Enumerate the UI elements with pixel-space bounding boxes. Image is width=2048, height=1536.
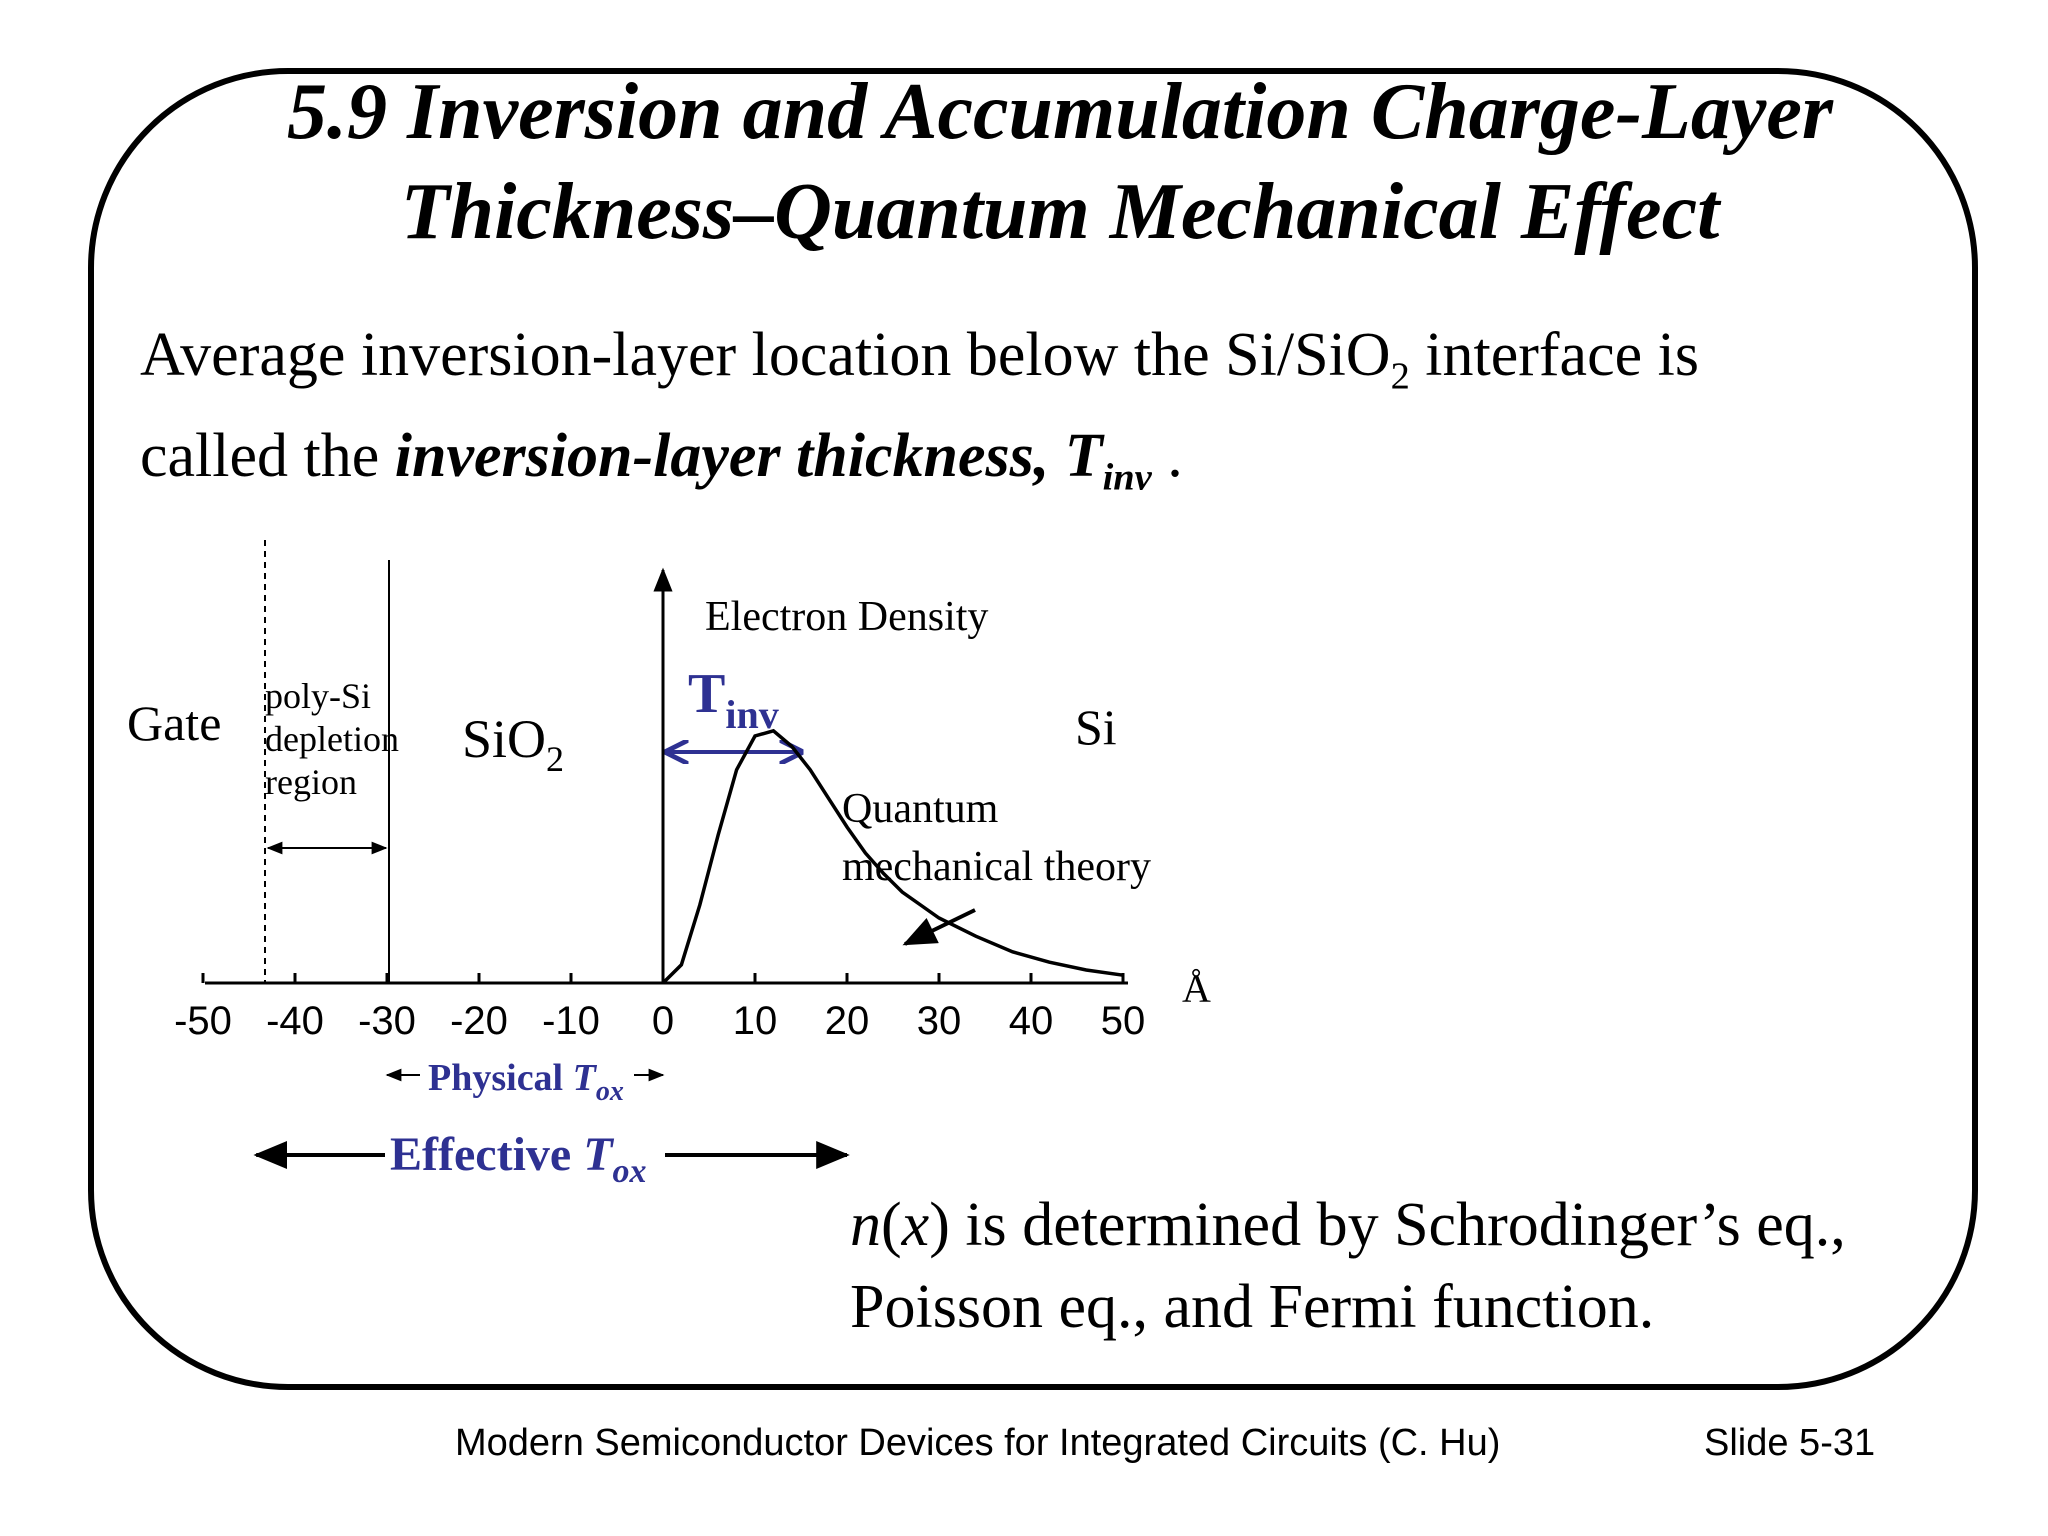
intro-line2-text: called the: [140, 422, 395, 490]
x-tick-label: -30: [358, 999, 416, 1043]
tinv-definition-subscript: inv: [1102, 456, 1152, 499]
oxide-label-main: SiO: [462, 709, 547, 769]
x-tick-label: 20: [824, 999, 870, 1043]
intro-line1-text: Average inversion-layer location below the Si/SiO: [140, 321, 1391, 389]
x-axis-unit: Å: [1182, 966, 1211, 1011]
footnote-line1-text: ) is determined by Schrodinger’s eq.,: [929, 1191, 1846, 1259]
footnote-x: x: [901, 1191, 930, 1259]
footnote-n: n: [850, 1191, 881, 1259]
x-tick-label: 0: [651, 999, 675, 1043]
polysi-label-line2: depletion: [265, 719, 399, 759]
tinv-definition: inversion-layer thickness, T: [394, 422, 1103, 490]
footer-slide-number: Slide 5-31: [1704, 1422, 1876, 1464]
footer-book-title: Modern Semiconductor Devices for Integrated Circuits (C. Hu): [455, 1422, 1501, 1464]
polysi-label-line3: region: [265, 762, 357, 802]
effective-tox-label-text: Effective: [390, 1128, 584, 1181]
footnote-line1: [850, 1191, 1846, 1259]
intro-line1-subscript: 2: [1390, 355, 1410, 398]
intro-line1-tail: interface is: [1409, 321, 1699, 389]
curve-label-pointer-arrow: [905, 910, 975, 944]
x-tick-label: -50: [174, 999, 232, 1043]
x-tick-label: 10: [732, 999, 778, 1043]
tinv-label-main: T: [688, 663, 726, 725]
footnote-line2: Poisson eq., and Fermi function.: [850, 1273, 1655, 1341]
y-axis-label: Electron Density: [705, 594, 989, 640]
intro-line2-end: .: [1151, 422, 1183, 490]
tinv-label-subscript: inv: [725, 692, 779, 737]
polysi-label-line1: poly-Si: [265, 676, 372, 716]
physical-tox-label-subscript: ox: [595, 1076, 624, 1107]
curve-label-line1: Quantum: [842, 786, 999, 832]
x-tick-label: 40: [1008, 999, 1054, 1043]
effective-tox-label-T: T: [583, 1128, 613, 1181]
effective-tox-label-subscript: ox: [612, 1153, 647, 1190]
x-axis-tick-labels: [174, 999, 1145, 1043]
curve-label-line2: mechanical theory: [842, 844, 1152, 890]
physical-tox-label-T: T: [572, 1057, 596, 1099]
slide-title-line2: Thickness–Quantum Mechanical Effect: [400, 168, 1720, 256]
oxide-label: [462, 709, 564, 779]
footnote-paren-open: (: [881, 1191, 902, 1259]
x-tick-label: 50: [1100, 999, 1146, 1043]
oxide-label-subscript: 2: [546, 739, 565, 779]
x-tick-label: -20: [450, 999, 508, 1043]
physical-tox-label-text: Physical: [428, 1057, 573, 1099]
gate-label: Gate: [127, 695, 222, 751]
slide-title-line1: 5.9 Inversion and Accumulation Charge-Layer: [286, 68, 1834, 156]
x-tick-label: 30: [916, 999, 962, 1043]
effective-tox-label: [390, 1128, 647, 1190]
tinv-label: [688, 663, 779, 737]
si-label: Si: [1075, 699, 1117, 755]
x-tick-label: -10: [542, 999, 600, 1043]
x-tick-label: -40: [266, 999, 324, 1043]
